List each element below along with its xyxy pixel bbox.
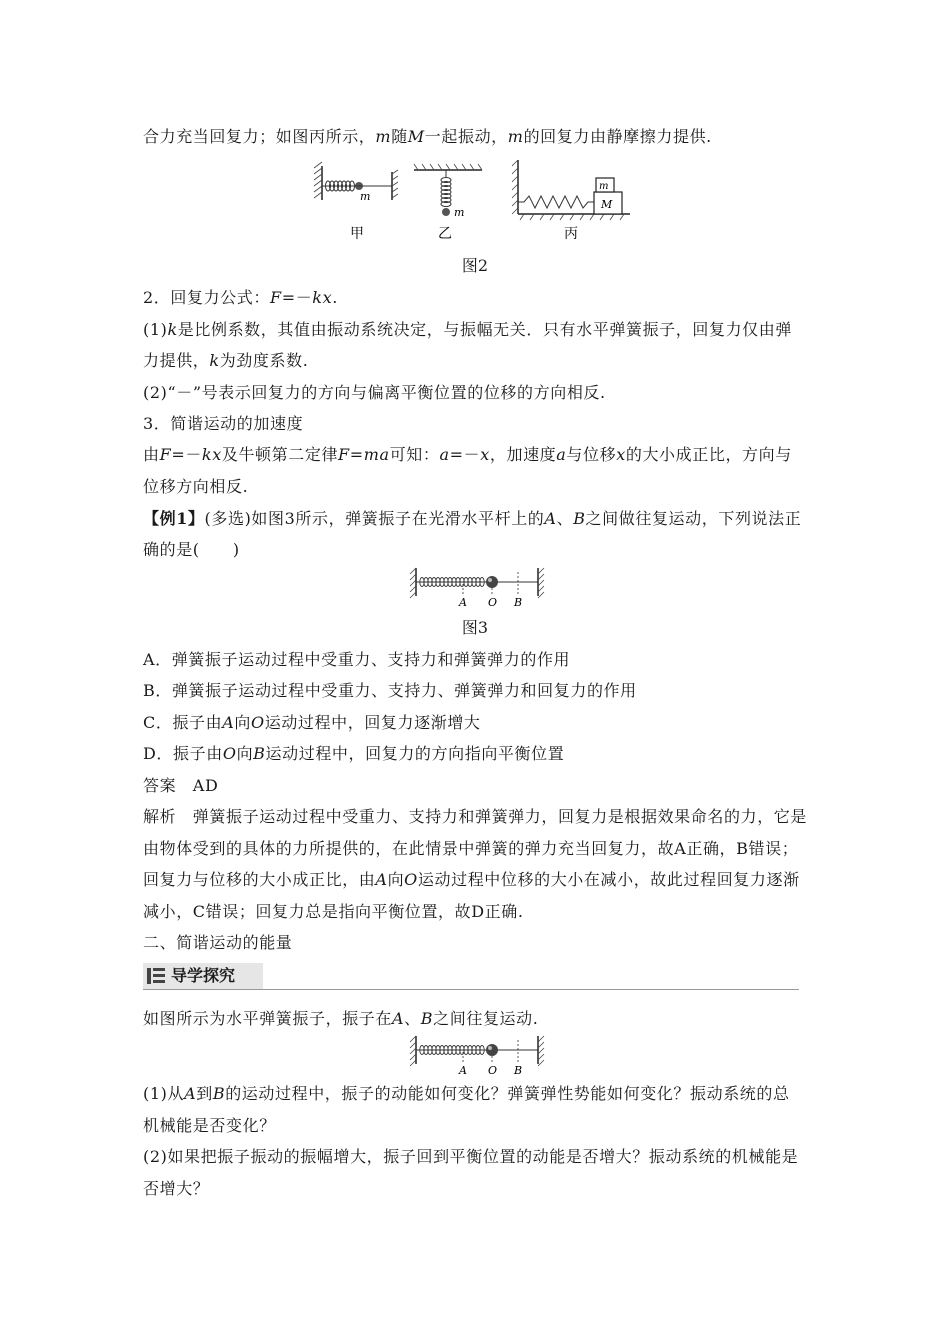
figure-2-caption: 图2	[461, 256, 489, 275]
text: (多选)如图3所示，弹簧振子在光滑水平杆上的	[204, 509, 545, 528]
option-d	[143, 743, 564, 765]
text: 向	[387, 870, 405, 889]
spring-oscillator-diagram	[408, 1034, 548, 1076]
var: A	[222, 713, 235, 732]
diagram-yi	[414, 164, 482, 242]
var: a	[556, 445, 567, 464]
var: kx	[312, 288, 333, 307]
text: 力提供，	[143, 351, 210, 370]
text: 随	[391, 127, 408, 146]
text: 的大小成正比，方向与	[625, 445, 792, 464]
text: =－	[449, 445, 481, 464]
text-line	[143, 1008, 538, 1030]
text-line	[143, 319, 792, 341]
text: 运动过程中位移的大小在减小，故此过程回复力逐渐	[417, 870, 800, 889]
label-O: O	[488, 596, 498, 608]
var: m	[375, 127, 392, 146]
explanation-line: 解析 弹簧振子运动过程中受重力、支持力和弹簧弹力，回复力是根据效果命名的力，它是	[143, 807, 808, 826]
text-line	[143, 126, 712, 148]
explanation-line: 由物体受到的具体的力所提供的，在此情景中弹簧的弹力充当回复力，故A正确，B错误；	[143, 839, 799, 858]
var: B	[253, 744, 266, 763]
var: B	[573, 509, 586, 528]
label-M: M	[601, 198, 613, 211]
text: 、	[556, 509, 574, 528]
var: F	[159, 445, 172, 464]
list-icon	[147, 967, 165, 985]
text: 的运动过程中，振子的动能如何变化？弹簧弹性势能如何变化？振动系统的总	[225, 1084, 790, 1103]
label-m: m	[360, 190, 371, 203]
guide-title: 导学探究	[171, 966, 236, 985]
var: B	[212, 1084, 226, 1103]
text: ，加速度	[489, 445, 557, 464]
example-tag: 【例1】	[143, 509, 205, 528]
figure-3-diagram	[408, 566, 548, 608]
var: x	[480, 445, 490, 464]
text: (1)从	[143, 1084, 185, 1103]
var: F	[269, 288, 282, 307]
text: 合力充当回复力；如图丙所示，	[143, 127, 376, 146]
answer: 答案 AD	[143, 776, 219, 795]
var: ma	[363, 445, 390, 464]
text: 之间往复运动.	[433, 1009, 539, 1028]
text-line: 确的是( )	[143, 540, 240, 559]
var: O	[251, 713, 265, 732]
text: =－	[171, 445, 202, 464]
var: O	[404, 870, 418, 889]
var: A	[184, 1084, 197, 1103]
text: 、	[404, 1009, 421, 1028]
label-A: A	[459, 596, 467, 608]
option-a: A．弹簧振子运动过程中受重力、支持力和弹簧弹力的作用	[143, 650, 571, 669]
label-B: B	[514, 596, 523, 608]
text: 回复力与位移的大小成正比，由	[143, 870, 376, 889]
text: =	[349, 445, 364, 464]
text: 的回复力由静摩擦力提供.	[523, 127, 712, 146]
var: O	[222, 744, 237, 763]
text: 及牛顿第二定律	[221, 445, 339, 464]
text: .	[332, 288, 338, 307]
var: B	[420, 1009, 434, 1028]
guide-section-banner	[143, 963, 799, 989]
text: =－	[281, 288, 313, 307]
text: 可知：	[389, 445, 440, 464]
text: C．振子由	[143, 713, 223, 732]
var: k	[167, 320, 178, 339]
text-line	[143, 444, 792, 466]
diagram-jia	[314, 162, 398, 242]
question-line	[143, 1083, 790, 1105]
figure-2-diagram	[310, 156, 640, 248]
var: k	[209, 351, 220, 370]
var: kx	[201, 445, 222, 464]
text: (1)	[143, 320, 168, 339]
var: A	[544, 509, 557, 528]
question-line: 机械能是否变化？	[143, 1116, 276, 1135]
text: 是比例系数，其值由振动系统决定，与振幅无关．只有水平弹簧振子，回复力仅由弹	[177, 320, 792, 339]
label-m: m	[599, 181, 609, 192]
text: 一起振动，	[424, 127, 508, 146]
text-line	[143, 508, 801, 530]
option-b: B．弹簧振子运动过程中受重力、支持力、弹簧弹力和回复力的作用	[143, 681, 637, 700]
divider	[143, 989, 799, 990]
explanation-line: 减小，C错误；回复力总是指向平衡位置，故D正确.	[143, 902, 524, 921]
label-O: O	[488, 1064, 498, 1076]
text: 到	[196, 1084, 213, 1103]
text: 如图所示为水平弹簧振子，振子在	[143, 1009, 393, 1028]
label-bing: 丙	[564, 226, 578, 242]
var: M	[407, 127, 425, 146]
question-line: (2)如果把振子振动的振幅增大，振子回到平衡位置的动能是否增大？振动系统的机械能是	[143, 1147, 799, 1166]
text: 与位移	[566, 445, 617, 464]
label-A: A	[459, 1064, 467, 1076]
text: 运动过程中，回复力的方向指向平衡位置	[265, 744, 565, 763]
diagram-bing	[512, 160, 630, 242]
text: 运动过程中，回复力逐渐增大	[264, 713, 481, 732]
text: 2．回复力公式：	[143, 288, 270, 307]
var: F	[338, 445, 350, 464]
text: 向	[234, 713, 252, 732]
section-heading: 二、简谐运动的能量	[143, 933, 293, 952]
var: x	[616, 445, 626, 464]
label-yi: 乙	[438, 226, 452, 242]
text-line	[143, 287, 338, 309]
var: m	[507, 127, 524, 146]
label-B: B	[514, 1064, 523, 1076]
text-line: 位移方向相反.	[143, 477, 249, 496]
text: 为劲度系数.	[219, 351, 309, 370]
var: A	[375, 870, 388, 889]
text-line: 3．简谐运动的加速度	[143, 414, 304, 433]
text: D．振子由	[143, 744, 223, 763]
text: 向	[236, 744, 254, 763]
text-line: (2)“－”号表示回复力的方向与偏离平衡位置的位移的方向相反.	[143, 383, 606, 402]
label-m: m	[454, 206, 465, 219]
label-jia: 甲	[350, 226, 364, 242]
figure-3-caption: 图3	[461, 618, 489, 637]
text: 之间做往复运动，下列说法正	[585, 509, 802, 528]
text-line	[143, 350, 308, 372]
var: a	[439, 445, 450, 464]
explanation-line	[143, 869, 800, 891]
text: 由	[143, 445, 160, 464]
question-line: 否增大？	[143, 1179, 210, 1198]
option-c	[143, 712, 481, 734]
var: A	[392, 1009, 405, 1028]
